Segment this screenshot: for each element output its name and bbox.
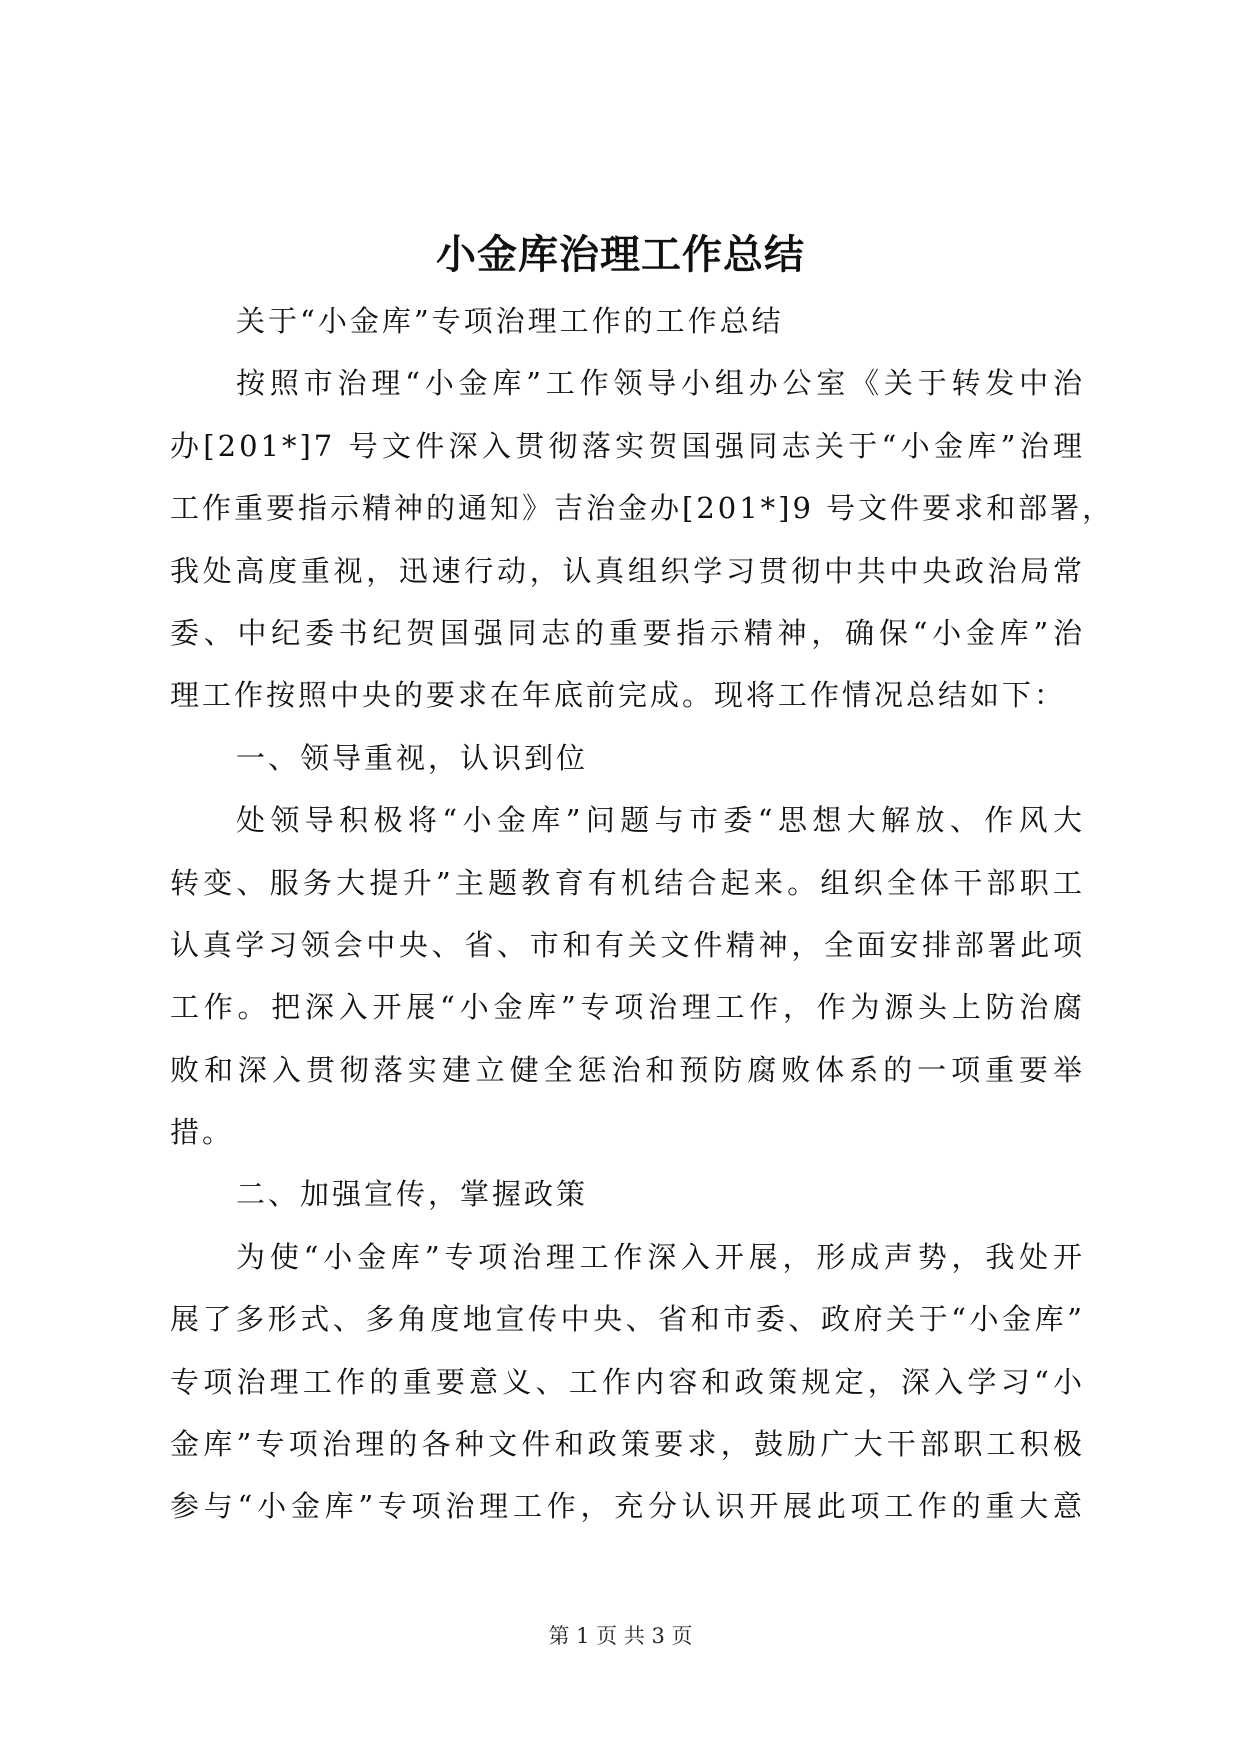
text-line: 工作。把深入开展“小金库”专项治理工作，作为源头上防治腐 <box>170 990 1085 1025</box>
page-number-footer: 第 1 页 共 3 页 <box>548 1624 693 1648</box>
text-line: 理工作按照中央的要求在年底前完成。现将工作情况总结如下： <box>170 678 1067 713</box>
text-line: 工作重要指示精神的通知》吉治金办[201*]9 号文件要求和部署， <box>170 491 1115 526</box>
section-heading <box>170 727 1085 789</box>
text-line: 展了多形式、多角度地宣传中央、省和市委、政府关于“小金库” <box>170 1302 1085 1337</box>
text-line: 败和深入贯彻落实建立健全惩治和预防腐败体系的一项重要举 <box>170 1052 1085 1087</box>
document-title: 小金库治理工作总结 <box>436 231 805 278</box>
paragraph <box>170 1226 1085 1538</box>
text-line: 按照市治理“小金库”工作领导小组办公室《关于转发中治 <box>236 366 1085 401</box>
paragraph <box>170 789 1085 1163</box>
text-line: 参与“小金库”专项治理工作，充分认识开展此项工作的重大意 <box>170 1489 1085 1524</box>
text-line: 认真学习领会中央、省、市和有关文件精神，全面安排部署此项 <box>170 927 1085 962</box>
text-line: 委、中纪委书纪贺国强同志的重要指示精神，确保“小金库”治 <box>170 615 1085 650</box>
text-line: 二、加强宣传，掌握政策 <box>236 1177 589 1212</box>
document-subtitle <box>170 290 1085 352</box>
text-line: 转变、服务大提升”主题教育有机结合起来。组织全体干部职工 <box>170 865 1085 900</box>
text-line: 措。 <box>170 1115 235 1150</box>
document-body <box>170 290 1115 1538</box>
paragraph <box>170 352 1115 726</box>
text-line: 关于“小金库”专项治理工作的工作总结 <box>236 304 784 338</box>
text-line: 我处高度重视，迅速行动，认真组织学习贯彻中共中央政治局常 <box>170 553 1085 588</box>
text-line: 金库”专项治理的各种文件和政策要求，鼓励广大干部职工积极 <box>170 1427 1085 1462</box>
text-line: 为使“小金库”专项治理工作深入开展，形成声势，我处开 <box>236 1239 1085 1274</box>
text-line: 处领导积极将“小金库”问题与市委“思想大解放、作风大 <box>236 803 1085 838</box>
section-heading <box>170 1163 1085 1225</box>
text-line: 一、领导重视，认识到位 <box>236 740 589 775</box>
text-line: 专项治理工作的重要意义、工作内容和政策规定，深入学习“小 <box>170 1364 1085 1399</box>
text-line: 办[201*]7 号文件深入贯彻落实贺国强同志关于“小金库”治理 <box>170 428 1085 463</box>
